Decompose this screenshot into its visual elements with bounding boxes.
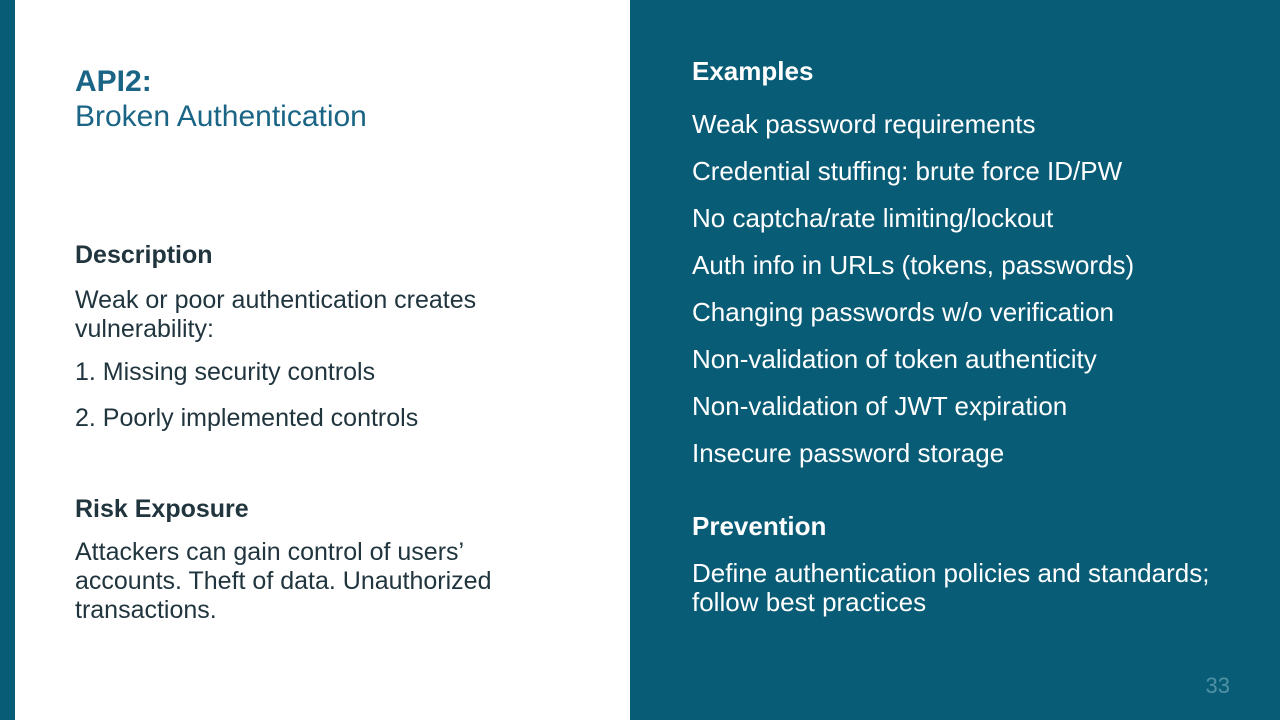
prevention-body: Define authentication policies and standards; follow best practices [692, 558, 1210, 617]
slide-title [75, 64, 615, 134]
example-item: Weak password requirements [692, 109, 1036, 139]
description-intro: Weak or poor authentication creates vulnerability: [75, 286, 477, 343]
risk-exposure-heading: Risk Exposure [75, 495, 249, 523]
example-item: Credential stuffing: brute force ID/PW [692, 156, 1123, 186]
prevention-heading: Prevention [692, 511, 827, 541]
slide-title-code: API2: [75, 65, 152, 98]
right-panel [630, 0, 1280, 720]
slide-title-name: Broken Authentication [75, 100, 367, 133]
left-column [75, 0, 615, 720]
description-item-1: 1. Missing security controls [75, 358, 376, 386]
page-number: 33 [1205, 673, 1230, 698]
description-heading: Description [75, 241, 213, 269]
example-item: Changing passwords w/o verification [692, 297, 1114, 327]
example-item: No captcha/rate limiting/lockout [692, 203, 1054, 233]
risk-exposure-body: Attackers can gain control of users’ accounts. Theft of data. Unauthorized transactions. [75, 538, 492, 624]
example-item: Auth info in URLs (tokens, passwords) [692, 250, 1135, 280]
example-item: Non-validation of token authenticity [692, 344, 1097, 374]
example-item: Non-validation of JWT expiration [692, 391, 1068, 421]
example-item: Insecure password storage [692, 438, 1005, 468]
description-item-2: 2. Poorly implemented controls [75, 404, 419, 432]
examples-heading: Examples [692, 56, 814, 86]
left-accent-bar [0, 0, 15, 720]
